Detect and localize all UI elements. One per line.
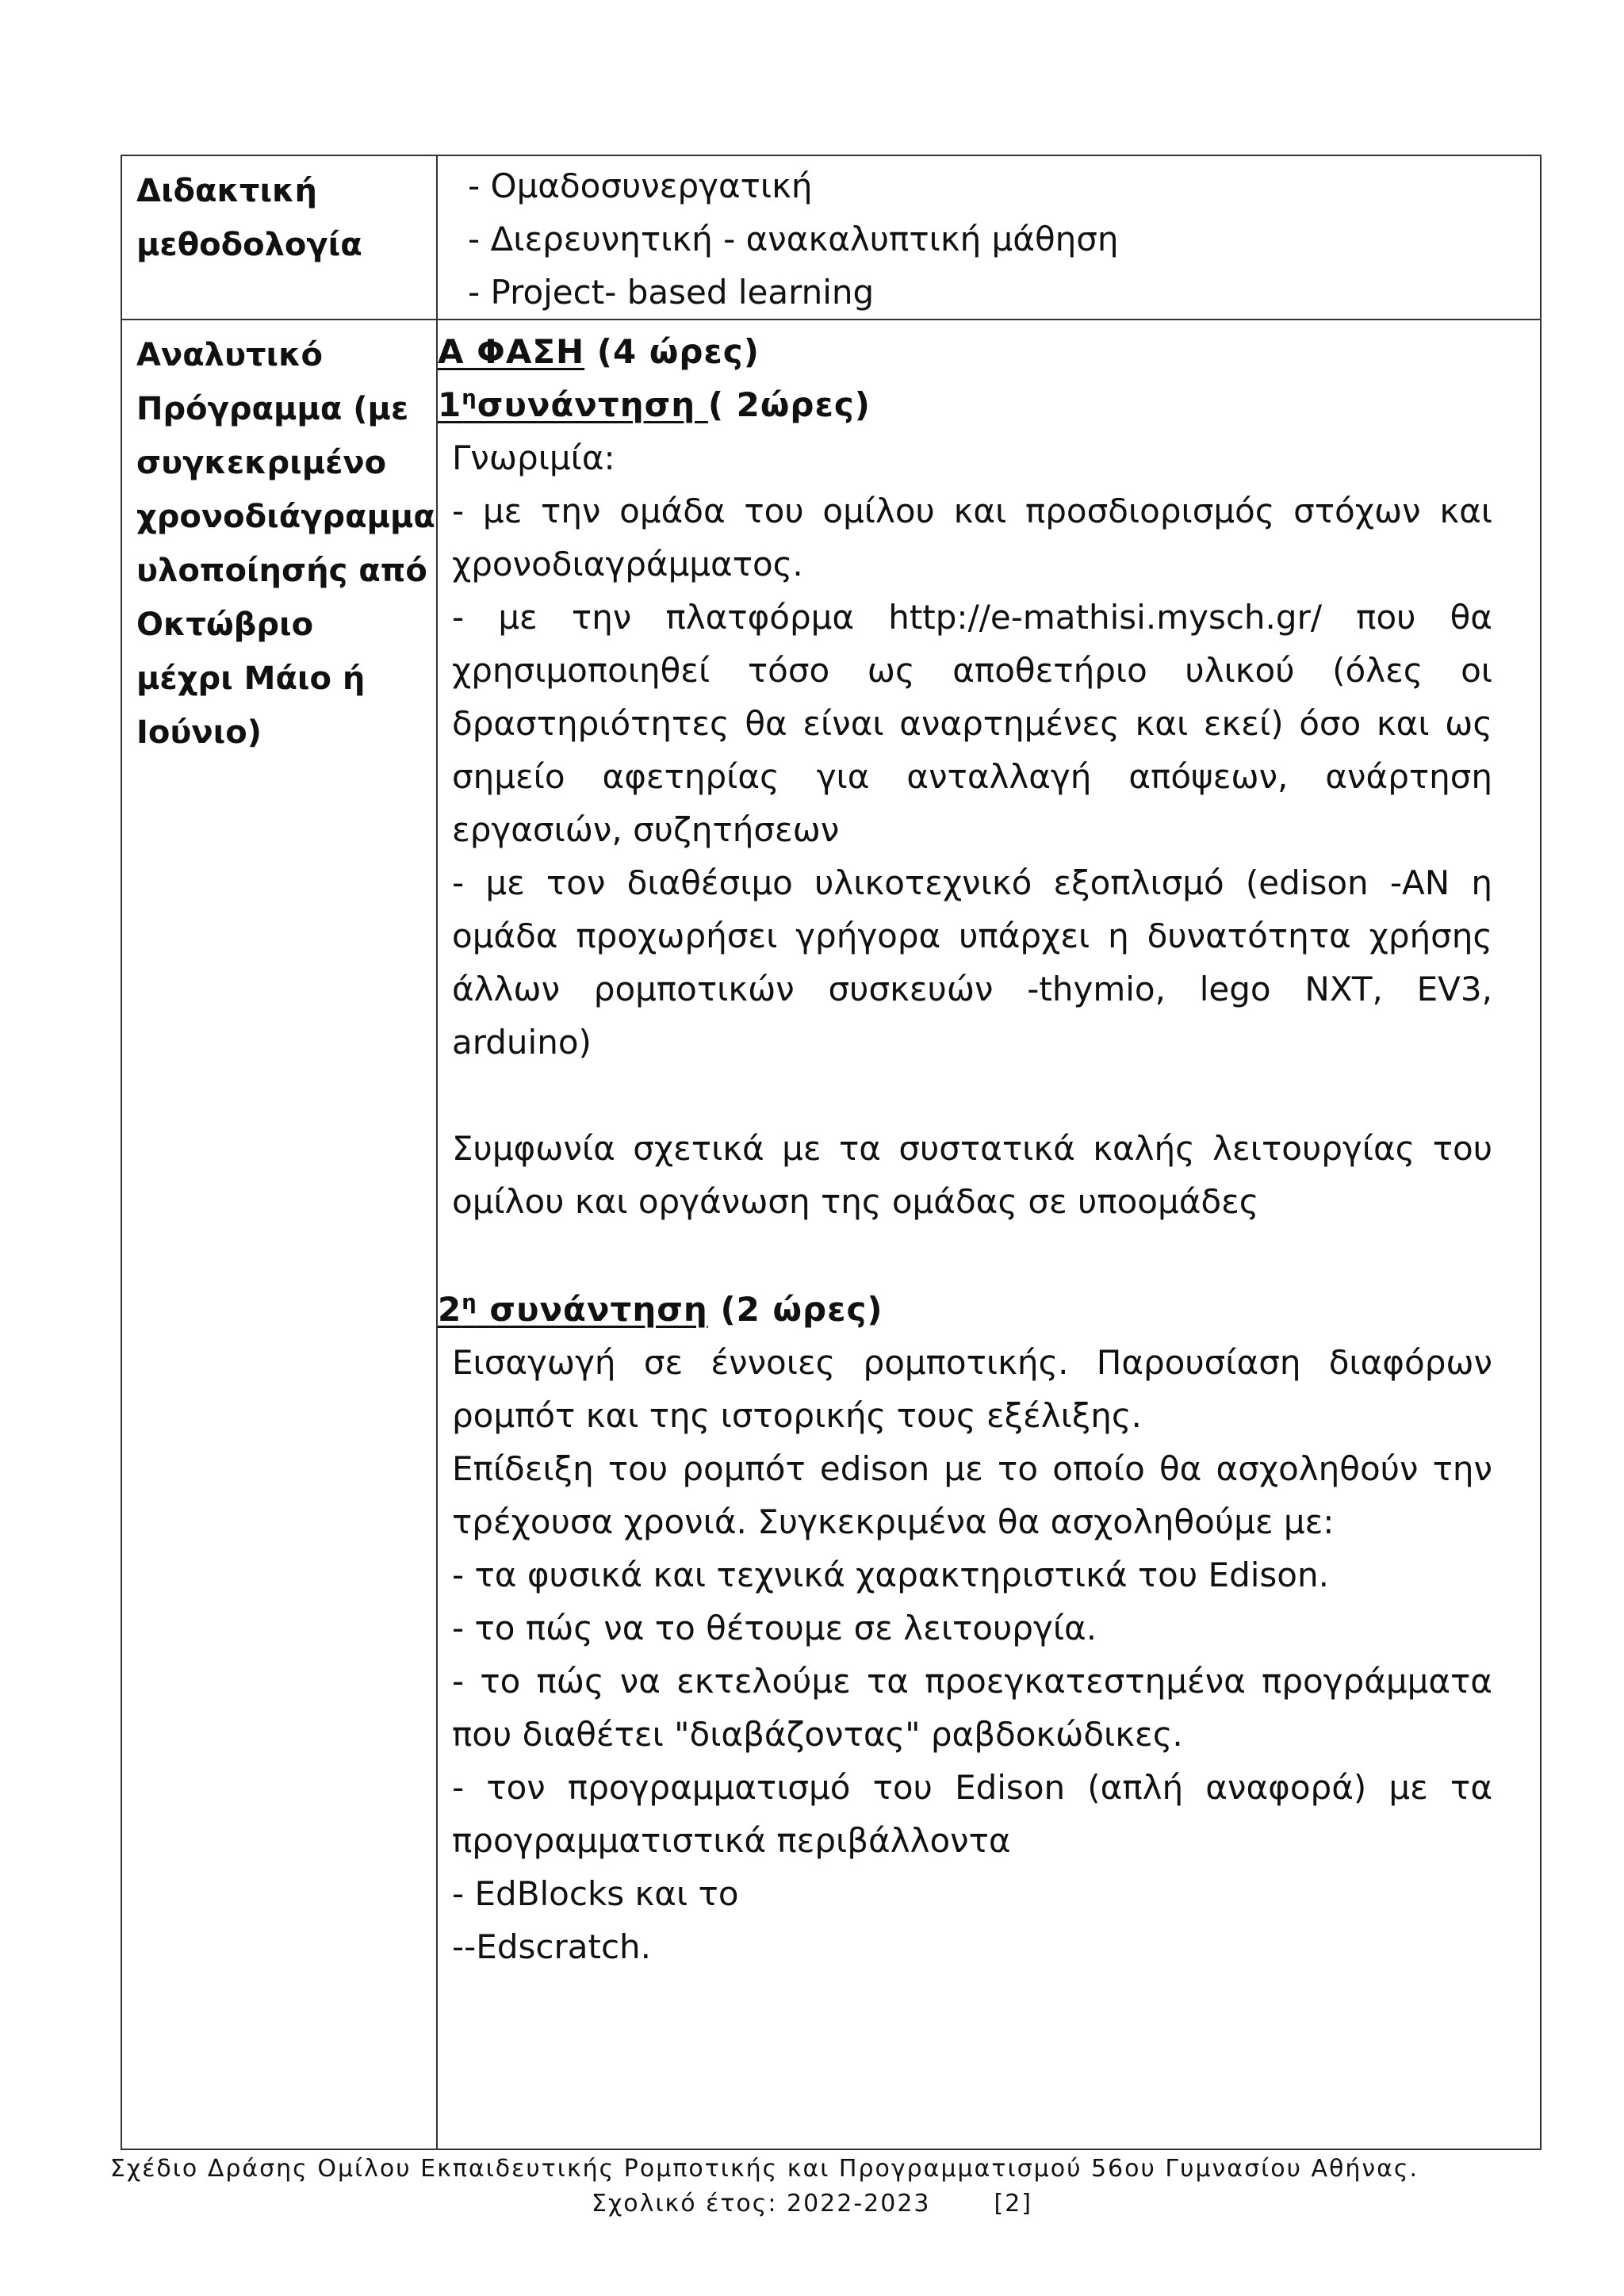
methodology-content-cell <box>437 155 1541 320</box>
footer-school-year: Σχολικό έτος: 2022-2023 <box>591 2190 931 2218</box>
meeting2-item: - EdBlocks και το <box>452 1874 739 1913</box>
label-line: Οκτώβριο <box>136 607 314 643</box>
meeting2-item: - το πώς να το θέτουμε σε λειτουργία. <box>452 1609 1097 1647</box>
phase-title: Α ΦΑΣΗ <box>438 332 585 371</box>
methodology-item: - Project- based learning <box>468 273 875 312</box>
label-line: Ιούνιο) <box>136 714 262 751</box>
methodology-item: - Ομαδοσυνεργατική <box>468 166 813 205</box>
label-line: χρονοδιάγραμμα <box>136 499 435 535</box>
methodology-label-cell <box>121 155 437 320</box>
meeting1-item: - με τον διαθέσιμο υλικοτεχνικό εξοπλισμό (edison -ΑΝ η ομάδα προχωρήσει γρήγορα υπάρχει η δυνατότητα χρήσης άλλων ρομποτικών συσκευών -thymio, lego NXT, EV3, arduino) <box>452 863 1492 1062</box>
phase-hours: (4 ώρες) <box>584 332 760 371</box>
methodology-item: - Διερευνητική - ανακαλυπτική μάθηση <box>468 220 1119 258</box>
meeting2-paragraph: Επίδειξη του ρομπότ edison με το οποίο θα ασχοληθούν την τρέχουσα χρονιά. Συγκεκριμένα θα ασχοληθούμε με: <box>452 1449 1492 1541</box>
meeting1-agreement: Συμφωνία σχετικά με τα συστατικά καλής λειτουργίας του ομίλου και οργάνωση της ομάδας σε υποομάδες <box>452 1129 1492 1221</box>
label-line: υλοποίησής από <box>136 553 427 589</box>
label-line: μεθοδολογία <box>136 227 362 263</box>
label-line: μέχρι Μάιο ή <box>136 660 366 697</box>
methodology-row <box>121 155 1541 320</box>
meeting2-item: - τον προγραμματισμό του Edison (απλή αναφορά) με τα προγραμματιστικά περιβάλλοντα <box>452 1768 1492 1860</box>
meeting2-heading <box>438 1283 1492 1336</box>
meeting2-item: - τα φυσικά και τεχνικά χαρακτηριστικά του Edison. <box>452 1556 1329 1594</box>
page-number: [2] <box>994 2190 1033 2218</box>
label-line: Διδακτική <box>136 173 317 209</box>
meeting1-heading <box>438 378 1492 431</box>
program-row <box>121 320 1541 2149</box>
meeting2-number: 2 <box>438 1290 462 1329</box>
label-line: Αναλυτικό <box>136 337 324 373</box>
meeting1-item: - με την ομάδα του ομίλου και προσδιορισμός στόχων και χρονοδιαγράμματος. <box>452 492 1492 584</box>
meeting1-number: 1 <box>438 385 462 424</box>
footer-title: Σχέδιο Δράσης Ομίλου Εκπαιδευτικής Ρομποτικής και Προγραμματισμού 56ου Γυμνασίου Αθήνας. <box>109 2155 1419 2183</box>
meeting2-title: συνάντηση <box>477 1290 708 1329</box>
meeting1-hours: ( 2ώρες) <box>707 385 871 424</box>
meeting1-title: συνάντηση <box>477 385 708 424</box>
meeting2-item: --Edscratch. <box>452 1927 652 1966</box>
meeting2-hours: (2 ώρες) <box>707 1290 883 1329</box>
footer-meta <box>0 2190 1624 2218</box>
label-line: συγκεκριμένο <box>136 445 387 481</box>
plan-table <box>121 155 1542 2150</box>
label-line: Πρόγραμμα (με <box>136 391 409 427</box>
program-content-cell <box>437 320 1541 2149</box>
meeting2-item: - το πώς να εκτελούμε τα προεγκατεστημένα προγράμματα που διαθέτει "διαβάζοντας" ραβδοκώδικες. <box>452 1662 1492 1754</box>
program-label-cell <box>121 320 437 2149</box>
meeting2-paragraph: Εισαγωγή σε έννοιες ρομποτικής. Παρουσίαση διαφόρων ρομπότ και της ιστορικής τους εξέλιξης. <box>452 1343 1492 1435</box>
meeting1-item: - με την πλατφόρμα http://e-mathisi.mysch.gr/ που θα χρησιμοποιηθεί τόσο ως αποθετήριο υλικού (όλες οι δραστηριότητες θα είναι αναρτημένες και εκεί) όσο και ως σημείο αφετηρίας για ανταλλαγή απόψεων, ανάρτηση εργασιών, συζητήσεων <box>452 598 1492 849</box>
meeting1-intro: Γνωριμία: <box>452 438 615 477</box>
phase-heading <box>438 325 1492 378</box>
meeting1-ordinal: η <box>462 386 477 410</box>
meeting2-ordinal: η <box>462 1291 477 1314</box>
